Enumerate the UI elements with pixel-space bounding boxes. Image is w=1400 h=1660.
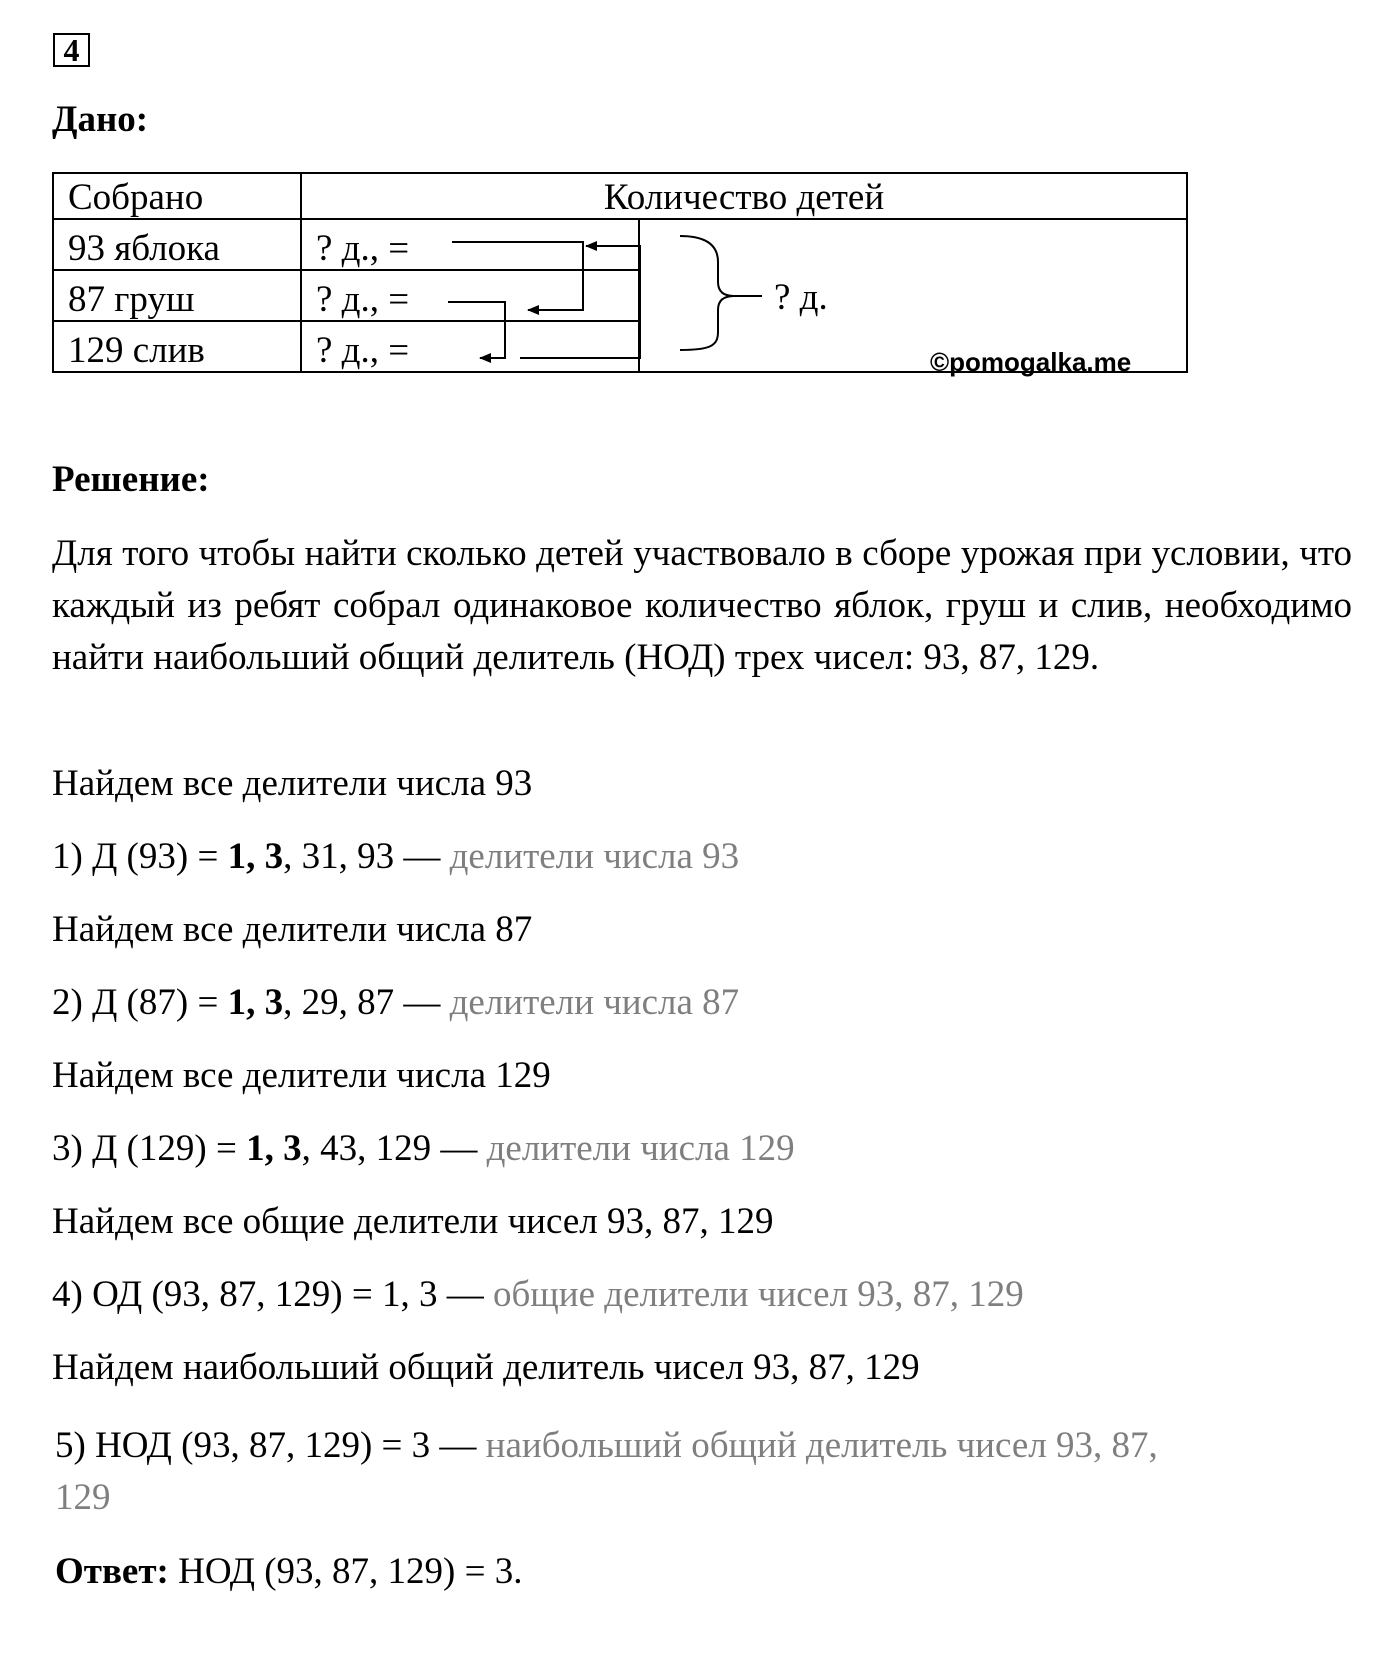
row-apples-children: ? д., =	[301, 219, 639, 270]
answer: Ответ: НОД (93, 87, 129) = 3.	[55, 1551, 523, 1592]
header-children: Количество детей	[301, 173, 1187, 219]
step-caption: Найдем все делители числа 87	[52, 909, 533, 950]
watermark: ©pomogalka.me	[930, 347, 1132, 377]
task-number: 4	[53, 33, 90, 67]
header-collected: Собрано	[53, 173, 301, 219]
row-apples: 93 яблока	[53, 219, 301, 270]
step-line: 4) ОД (93, 87, 129) = 1, 3 — общие делители чисел 93, 87, 129	[52, 1274, 1024, 1315]
step-line: 5) НОД (93, 87, 129) = 3 — наибольший общий делитель чисел 93, 87,	[55, 1425, 1158, 1466]
step-line: 3) Д (129) = 1, 3, 43, 129 — делители числа 129	[52, 1128, 795, 1169]
step-caption: Найдем все общие делители чисел 93, 87, 129	[52, 1201, 774, 1242]
solution-heading: Решение:	[52, 459, 210, 500]
table-header-row	[53, 173, 1187, 219]
step-line: 2) Д (87) = 1, 3, 29, 87 — делители числа 87	[52, 982, 740, 1023]
row-plums-children: ? д., =	[301, 321, 639, 372]
step-caption: Найдем все делители числа 129	[52, 1055, 551, 1096]
step-caption: Найдем наибольший общий делитель чисел 93, 87, 129	[52, 1347, 920, 1388]
row-pears-children: ? д., =	[301, 270, 639, 321]
given-table	[52, 172, 1188, 373]
row-plums: 129 слив	[53, 321, 301, 372]
given-heading: Дано:	[52, 99, 149, 140]
total-children-label: ? д.	[774, 277, 828, 318]
step-caption: Найдем все делители числа 93	[52, 763, 533, 804]
row-pears: 87 груш	[53, 270, 301, 321]
solution-intro: Для того чтобы найти сколько детей участвовало в сборе урожая при условии, что каждый из ребят собрал одинаковое количество яблок, груш и слив, необходимо найти наибольший общий делитель (НОД) трех чисел: 93, 87, 129.	[52, 533, 1352, 678]
table-row	[53, 219, 1187, 270]
step-line: 1) Д (93) = 1, 3, 31, 93 — делители числа 93	[52, 836, 740, 877]
step-line-continuation: 129	[55, 1477, 111, 1518]
